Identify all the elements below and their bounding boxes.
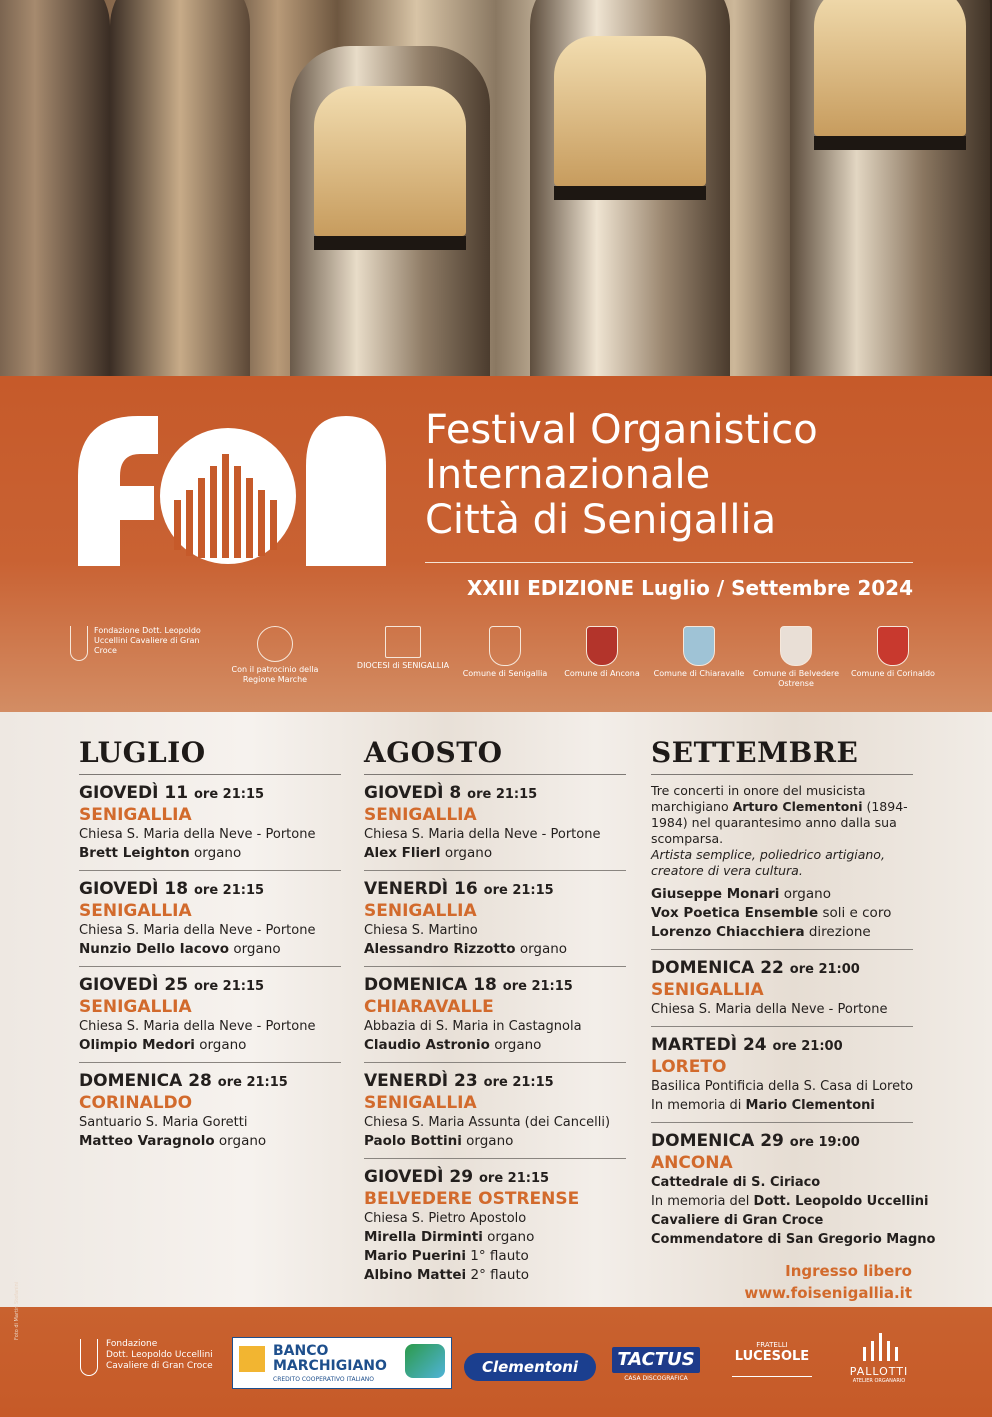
organ-pipe xyxy=(530,0,730,376)
concert-city: SENIGALLIA xyxy=(79,901,192,921)
concert-city: SENIGALLIA xyxy=(364,1093,477,1113)
performer: Nunzio Dello Iacovo organo xyxy=(79,941,281,957)
organ-pipe xyxy=(110,0,250,376)
patron-label: Comune di Chiaravalle xyxy=(653,669,745,678)
concert-day: DOMENICA 29 ore 19:00 xyxy=(651,1131,860,1151)
website-link[interactable]: www.foisenigallia.it xyxy=(744,1284,912,1302)
coat-of-arms-icon xyxy=(683,626,715,666)
performer: Albino Mattei 2° flauto xyxy=(364,1267,529,1283)
fondazione-mark-icon xyxy=(80,1339,98,1376)
concert-entry xyxy=(364,783,626,871)
sponsor-lucesole: FRATELLI LUCESOLE xyxy=(722,1341,822,1377)
performer: Vox Poetica Ensemble soli e coro xyxy=(651,905,892,921)
concert-entry xyxy=(651,1131,936,1256)
performer: Giuseppe Monari organo xyxy=(651,886,831,902)
sponsor-banco-marchigiano: BANCO MARCHIGIANO CREDITO COOPERATIVO ITALIANO xyxy=(232,1337,452,1389)
patron-label: Comune di Belvedere Ostrense xyxy=(752,669,840,688)
coat-of-arms-icon xyxy=(586,626,618,666)
title-line-1: Festival Organistico xyxy=(425,407,818,453)
concert-city: CORINALDO xyxy=(79,1093,193,1113)
concert-venue: Chiesa S. Maria Assunta (dei Cancelli) xyxy=(364,1115,611,1130)
patron-label: Comune di Ancona xyxy=(564,669,640,678)
performer: Brett Leighton organo xyxy=(79,845,242,861)
concert-day: DOMENICA 18 ore 21:15 xyxy=(364,975,573,995)
coat-of-arms-icon xyxy=(877,626,909,666)
month-heading: SETTEMBRE xyxy=(651,734,913,775)
concert-entry xyxy=(364,879,626,967)
month-heading: AGOSTO xyxy=(364,734,626,775)
concert-entry xyxy=(79,879,341,967)
cathedral-icon xyxy=(385,626,421,658)
concert-entry xyxy=(364,975,626,1063)
patron-regione xyxy=(220,626,330,685)
month-heading: LUGLIO xyxy=(79,734,341,775)
organ-pipe xyxy=(790,0,990,376)
concert-venue: Cattedrale di S. Ciriaco xyxy=(651,1175,821,1190)
sponsor-fondazione: Fondazione Dott. Leopoldo Uccellini Cavaliere di Gran Croce xyxy=(80,1339,213,1372)
patron-diocesi xyxy=(348,626,458,671)
performer: Lorenzo Chiacchiera direzione xyxy=(651,924,871,940)
intro-text: Tre concerti in onore del musicista marchigiano Arturo Clementoni (1894-1984) nel quarantesimo anno dalla sua scomparsa. Artista semplice, poliedrico artigiano, creatore di vera cultura. xyxy=(651,783,908,878)
concert-day: DOMENICA 22 ore 21:00 xyxy=(651,958,860,978)
concert-city: SENIGALLIA xyxy=(79,805,192,825)
sponsor-pallotti: PALLOTTI ATELIER ORGANARIO xyxy=(842,1333,916,1384)
admission-info xyxy=(744,1260,912,1304)
banco-square-icon xyxy=(239,1346,265,1372)
sponsors-footer xyxy=(0,1307,992,1417)
concert-city: SENIGALLIA xyxy=(79,997,192,1017)
settembre-intro xyxy=(651,783,913,950)
patron-fondazione xyxy=(70,626,210,661)
concert-city: BELVEDERE OSTRENSE xyxy=(364,1189,580,1209)
organ-pipe xyxy=(290,46,490,376)
concert-memory: In memoria del Dott. Leopoldo Uccellini xyxy=(651,1194,929,1209)
concert-venue: Chiesa S. Maria della Neve - Portone xyxy=(364,827,601,842)
patron-belvedere xyxy=(741,626,851,689)
concert-venue: Chiesa S. Maria della Neve - Portone xyxy=(79,827,316,842)
organ-pipes-photo xyxy=(0,0,992,376)
concert-memory: In memoria di Mario Clementoni xyxy=(651,1098,875,1113)
concert-day: VENERDÌ 16 ore 21:15 xyxy=(364,879,554,899)
column-agosto xyxy=(364,734,626,1300)
edition-line: XXIII EDIZIONE Luglio / Settembre 2024 xyxy=(467,576,913,600)
concert-program xyxy=(0,712,992,1307)
concert-city: LORETO xyxy=(651,1057,727,1077)
concert-memory: Commendatore di San Gregorio Magno xyxy=(651,1232,936,1247)
festival-header xyxy=(0,376,992,712)
concert-day: GIOVEDÌ 8 ore 21:15 xyxy=(364,783,538,803)
concert-entry xyxy=(79,975,341,1063)
regione-marche-icon xyxy=(257,626,293,662)
concert-day: DOMENICA 28 ore 21:15 xyxy=(79,1071,288,1091)
concert-entry xyxy=(79,1071,341,1158)
concert-venue: Abbazia di S. Maria in Castagnola xyxy=(364,1019,582,1034)
concert-day: MARTEDÌ 24 ore 21:00 xyxy=(651,1035,843,1055)
coat-of-arms-icon xyxy=(489,626,521,666)
concert-venue: Santuario S. Maria Goretti xyxy=(79,1115,248,1130)
concert-venue: Chiesa S. Martino xyxy=(364,923,478,938)
column-settembre xyxy=(651,734,936,1264)
concert-city: SENIGALLIA xyxy=(364,805,477,825)
concert-city: CHIARAVALLE xyxy=(364,997,494,1017)
concert-memory: Cavaliere di Gran Croce xyxy=(651,1213,824,1228)
concert-venue: Chiesa S. Pietro Apostolo xyxy=(364,1211,527,1226)
performer: Alessandro Rizzotto organo xyxy=(364,941,568,957)
patron-label: Fondazione Dott. Leopoldo Uccellini Cavaliere di Gran Croce xyxy=(94,626,201,655)
concert-city: SENIGALLIA xyxy=(364,901,477,921)
concert-venue: Chiesa S. Maria della Neve - Portone xyxy=(651,1002,888,1017)
patron-label: Comune di Senigallia xyxy=(462,669,548,678)
concert-venue: Chiesa S. Maria della Neve - Portone xyxy=(79,1019,316,1034)
concert-entry xyxy=(364,1071,626,1159)
organ-pipe xyxy=(0,0,110,376)
banco-m-icon xyxy=(405,1344,445,1378)
performer: Mario Puerini 1° flauto xyxy=(364,1248,529,1264)
patron-ancona xyxy=(547,626,657,679)
concert-entry xyxy=(364,1167,626,1292)
logo-text: FOI xyxy=(78,416,80,417)
patron-label: DIOCESI di SENIGALLIA xyxy=(356,661,450,670)
concert-city: SENIGALLIA xyxy=(651,980,764,1000)
concert-day: GIOVEDÌ 29 ore 21:15 xyxy=(364,1167,550,1187)
title-line-2: Internazionale xyxy=(425,452,711,498)
ingresso-libero: Ingresso libero xyxy=(785,1262,912,1280)
patron-label: Comune di Corinaldo xyxy=(851,669,935,678)
patron-corinaldo xyxy=(838,626,948,679)
concert-day: VENERDÌ 23 ore 21:15 xyxy=(364,1071,554,1091)
organ-pipes-icon xyxy=(859,1333,899,1361)
concert-venue: Chiesa S. Maria della Neve - Portone xyxy=(79,923,316,938)
concert-day: GIOVEDÌ 18 ore 21:15 xyxy=(79,879,265,899)
concert-city: ANCONA xyxy=(651,1153,733,1173)
column-luglio xyxy=(79,734,341,1166)
fondazione-mark-icon xyxy=(70,626,88,661)
concert-day: GIOVEDÌ 11 ore 21:15 xyxy=(79,783,265,803)
concert-entry xyxy=(651,958,913,1027)
patrons-row xyxy=(70,626,935,696)
title-line-3: Città di Senigallia xyxy=(425,497,777,543)
patron-senigallia xyxy=(450,626,560,679)
sponsor-clementoni: Clementoni xyxy=(464,1353,596,1381)
performer: Alex Flierl organo xyxy=(364,845,493,861)
patron-chiaravalle xyxy=(644,626,754,679)
concert-entry xyxy=(79,783,341,871)
foi-logo xyxy=(78,416,390,566)
performer: Claudio Astronio organo xyxy=(364,1037,542,1053)
title-divider xyxy=(425,562,913,563)
concert-entry xyxy=(651,1035,913,1123)
concert-day: GIOVEDÌ 25 ore 21:15 xyxy=(79,975,265,995)
performer: Matteo Varagnolo organo xyxy=(79,1133,267,1149)
coat-of-arms-icon xyxy=(780,626,812,666)
festival-title xyxy=(425,408,915,543)
photo-credit: Foto di Martin Stefanini xyxy=(14,1281,20,1340)
signature-icon xyxy=(732,1366,812,1377)
patron-label: Con il patrocinio della Regione Marche xyxy=(231,665,319,684)
sponsor-tactus: TACTUS CASA DISCOGRAFICA xyxy=(612,1347,700,1382)
performer: Olimpio Medori organo xyxy=(79,1037,247,1053)
concert-venue: Basilica Pontificia della S. Casa di Loreto xyxy=(651,1079,914,1094)
performer: Mirella Dirminti organo xyxy=(364,1229,535,1245)
performer: Paolo Bottini organo xyxy=(364,1133,514,1149)
